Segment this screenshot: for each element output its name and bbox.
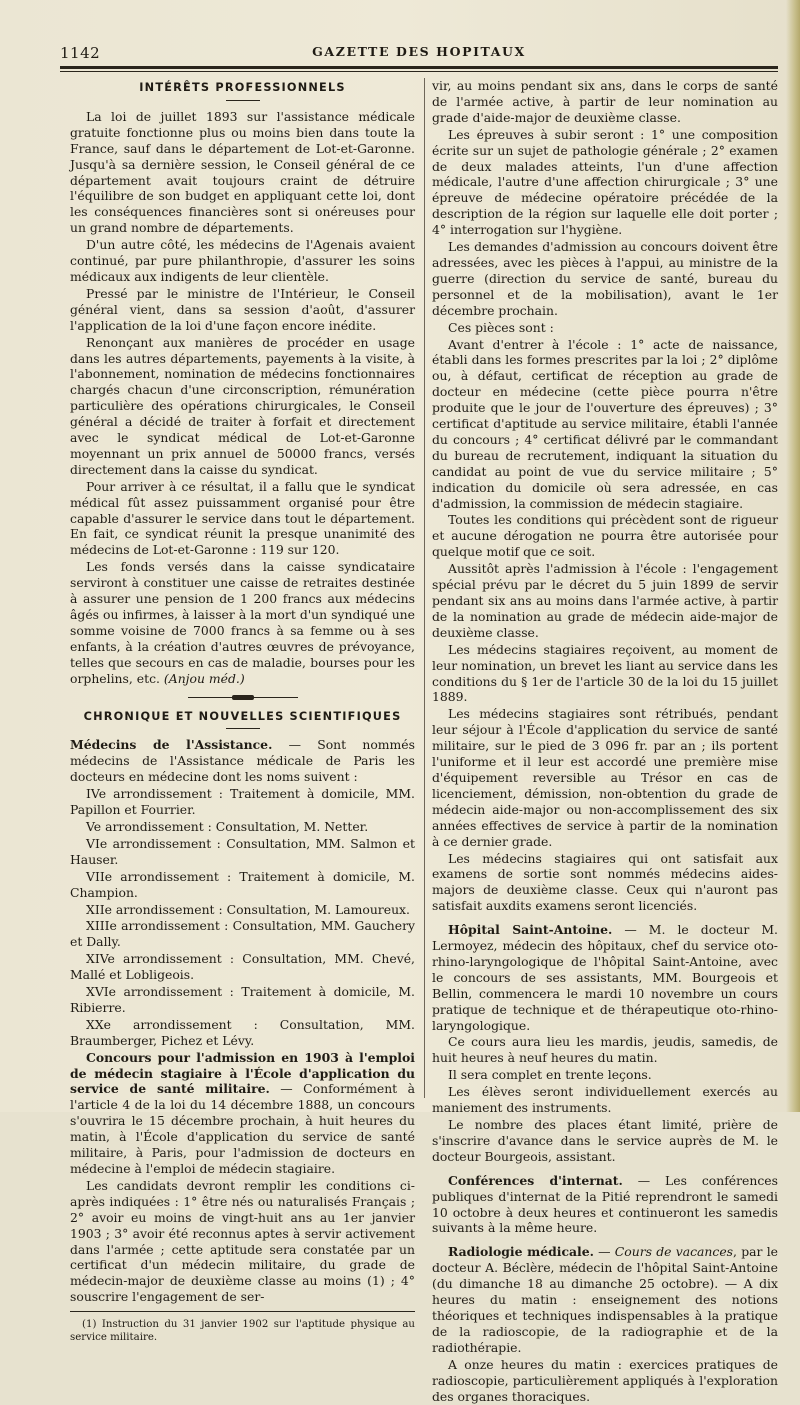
- rubric-heading: Hôpital Saint-Antoine.: [448, 922, 613, 938]
- paragraph: Les médecins stagiaires reçoivent, au moment de leur nomination, un brevet les liant au service dans les conditions du § 1er de l'article 30 de la loi du 15 juillet 1889.: [432, 641, 778, 705]
- paragraph: Avant d'entrer à l'école : 1° acte de naissance, établi dans les formes prescrites par la loi ; 2° diplôme ou, à défaut, certificat de réception au grade de docteur en médecine (cette pièce pourra n'être produite que le jour de l'ouverture des épreuves) ; 3° certificat d'aptitude au service militaire, établi l'année du concours ; 4° certificat délivré par le commandant du bureau de recrutement, indiquant la situation du candidat au point de vue du service militaire ; 5° indication du domicile où sera adressée, en cas d'admission, la commission de médecin stagiaire.: [432, 336, 778, 511]
- paragraph: Les demandes d'admission au concours doivent être adressées, avec les pièces à l'appui, au ministre de la guerre (direction du service de santé, bureau du personnel et de la mobilisation), avant le 1er décembre prochain.: [432, 239, 778, 318]
- rubric-heading: Concours pour l'admission en 1903 à l'emploi de médecin stagiaire à l'École d'application du service de santé militaire.: [70, 1049, 415, 1097]
- paragraph: Pressé par le ministre de l'Intérieur, le Conseil général vient, dans sa session d'août, d'assurer l'application de la loi d'une façon encore inédite.: [70, 285, 415, 333]
- spacer: [432, 1237, 778, 1244]
- footnote: (1) Instruction du 31 janvier 1902 sur l'aptitude physique au service militaire.: [70, 1319, 415, 1344]
- rubric-heading: Médecins de l'Assistance.: [70, 737, 273, 753]
- page-header: [60, 40, 778, 62]
- rubric-text: — M. le docteur M. Lermoyez, médecin des hôpitaux, chef du service oto-rhino-laryngologique de l'hôpital Saint-Antoine, avec le concours de ses assistants, MM. Bourgeois et Bellin, commencera le mardi 10 novembre un cours pratique de technique et de thérapeutique oto-rhino-laryngologique.: [432, 922, 778, 1033]
- course-title: Cours de vacances: [614, 1244, 734, 1260]
- footnote-rule: [70, 1311, 415, 1312]
- list-item: XIIIe arrondissement : Consultation, MM. Gauchery et Dally.: [70, 918, 415, 950]
- source-citation: (Anjou méd.): [163, 670, 245, 686]
- title-rule: [226, 100, 260, 101]
- rubric-text: — Les conférences publiques d'internat de la Pitié reprendront le samedi 10 octobre à deux heures et continueront les samedis suivants à la même heure.: [432, 1172, 778, 1236]
- journal-title: GAZETTE DES HOPITAUX: [312, 44, 526, 59]
- list-item: XXe arrondissement : Consultation, MM. Braumberger, Pichez et Lévy.: [70, 1016, 415, 1048]
- list-item: IVe arrondissement : Traitement à domicile, MM. Papillon et Fourrier.: [70, 786, 415, 818]
- column-divider: [424, 78, 425, 1098]
- section-title-interets: INTÉRÊTS PROFESSIONNELS: [139, 81, 346, 94]
- antoine-paragraph: [432, 922, 778, 1033]
- list-item: Ve arrondissement : Consultation, M. Netter.: [86, 818, 369, 834]
- list-item: VIe arrondissement : Consultation, MM. Salmon et Hauser.: [70, 835, 415, 867]
- paragraph: Ces pièces sont :: [448, 319, 554, 335]
- paragraph: Le nombre des places étant limité, prière de s'inscrire d'avance dans le service auprès de M. le docteur Bourgeois, assistant.: [432, 1117, 778, 1164]
- paragraph: Il sera complet en trente leçons.: [448, 1067, 652, 1083]
- header-rule-thin: [60, 71, 778, 72]
- internat-paragraph: [432, 1173, 778, 1237]
- right-column: [432, 78, 778, 1405]
- paragraph: Les candidats devront remplir les conditions ci-après indiquées : 1° être nés ou naturalisés Français ; 2° avoir eu moins de vingt-huit ans au 1er janvier 1903 ; 3° avoir été reconnus aptes à servir activement dans l'armée ; cette aptitude sera constatée par un certificat d'un médecin militaire, du grade de médecin-major de deuxième classe au moins (1) ; 4° souscrire l'engagement de ser-: [70, 1177, 415, 1305]
- list-item: VIIe arrondissement : Traitement à domicile, M. Champion.: [70, 868, 415, 900]
- spacer: [432, 1166, 778, 1173]
- paragraph: Renonçant aux manières de procéder en usage dans les autres départements, payements à la visite, à l'abonnement, nomination de médecins fonctionnaires chargés chacun d'une circonscription, rémunération particulière des opérations chirurgicales, le Conseil général a décidé de traiter à forfait et directement avec le syndicat médical de Lot-et-Garonne moyennant un prix annuel de 50000 francs, versés directement dans la caisse du syndicat.: [70, 334, 415, 477]
- paragraph: Ce cours aura lieu les mardis, jeudis, samedis, de huit heures à neuf heures du matin.: [432, 1034, 778, 1066]
- section-separator: [188, 695, 298, 701]
- paragraph-with-source: [70, 559, 415, 686]
- paragraph: La loi de juillet 1893 sur l'assistance médicale gratuite fonctionne plus ou moins bien dans toute la France, sauf dans le département de Lot-et-Garonne. Jusqu'à sa dernière session, le Conseil général de ce département avait toujours craint de détruire l'équilibre de son budget en appliquant cette loi, dont les conséquences financières sont si onéreuses pour un grand nombre de départements.: [70, 108, 415, 236]
- title-rule: [226, 728, 260, 729]
- paragraph: vir, au moins pendant six ans, dans le corps de santé de l'armée active, à partir de leur nomination au grade d'aide-major de deuxième classe.: [432, 78, 778, 125]
- list-item: XIIe arrondissement : Consultation, M. Lamoureux.: [86, 901, 410, 917]
- rubric-text: — Sont nommés médecins de l'Assistance médicale de Paris les docteurs en médecine dont les noms suivent :: [70, 737, 415, 785]
- paragraph-text: Les fonds versés dans la caisse syndicataire serviront à constituer une caisse de retraites destinée à assurer une pension de 1 200 francs aux médecins âgés ou infirmes, à laisser à la mort d'un syndiqué une somme voisine de 7000 francs à sa femme ou à ses enfants, à la création d'autres œuvres de prévoyance, telles que secours en cas de maladie, bourses pour les orphelins, etc.: [70, 559, 415, 686]
- list-item: XIVe arrondissement : Consultation, MM. Chevé, Mallé et Lobligeois.: [70, 951, 415, 983]
- paragraph: Aussitôt après l'admission à l'école : l'engagement spécial prévu par le décret du 5 juin 1899 de servir pendant six ans au moins dans l'armée active, à partir de la nomination au grade de médecin aide-major de deuxième classe.: [432, 561, 778, 640]
- paragraph: Pour arriver à ce résultat, il a fallu que le syndicat médical fût assez puissamment organisé pour être capable d'assurer le service dans tout le département. En fait, ce syndicat réunit la presque unanimité des médecins de Lot-et-Garonne : 119 sur 120.: [70, 478, 415, 558]
- rubric-heading: Conférences d'internat.: [448, 1172, 623, 1188]
- page-number: 1142: [60, 44, 101, 62]
- assistance-paragraph: [70, 737, 415, 785]
- list-item: XVIe arrondissement : Traitement à domicile, M. Ribierre.: [70, 984, 415, 1015]
- paragraph: Les médecins stagiaires sont rétribués, pendant leur séjour à l'École d'application du service de santé militaire, sur le pied de 3 096 fr. par an ; ils portent l'uniforme et il leur est accordé une première mise d'équipement reversible au Trésor en cas de licenciement, démission, non-obtention du grade de médecin aide-major ou non-accomplissement des six années effectives de service à partir de la nomination à ce dernier grade.: [432, 706, 778, 849]
- paragraph: Toutes les conditions qui précèdent sont de rigueur et aucune dérogation ne pourra être autorisée pour quelque motif que ce soit.: [432, 512, 778, 560]
- paragraph: Les épreuves à subir seront : 1° une composition écrite sur un sujet de pathologie générale ; 2° examen de deux malades atteints, l'un d'une affection médicale, l'autre d'une affection chirurgicale ; 3° une épreuve de médecine opératoire précédée de la description de la région sur laquelle elle doit porter ; 4° interrogation sur l'hygiène.: [432, 126, 778, 238]
- paragraph: D'un autre côté, les médecins de l'Agenais avaient continué, par pure philanthropie, d'assurer les soins médicaux aux indigents de leur clientèle.: [70, 237, 415, 284]
- spacer: [432, 915, 778, 922]
- page-edge-shadow: [786, 0, 800, 1112]
- paragraph: Les élèves seront individuellement exercés au maniement des instruments.: [432, 1084, 778, 1116]
- left-column: [70, 78, 415, 1345]
- concours-paragraph: [70, 1050, 415, 1177]
- rubric-text: , par le docteur A. Béclère, médecin de l'hôpital Saint-Antoine (du dimanche 18 au dimanche 25 octobre). — A dix heures du matin : enseignement des notions théoriques et techniques indispensables à la pratique de la radioscopie, de la radiographie et de la radiothérapie.: [432, 1244, 778, 1355]
- rubric-text: — Conformément à l'article 4 de la loi du 14 décembre 1888, un concours s'ouvrira le 15 décembre prochain, à huit heures du matin, à l'École d'application du service de santé militaire, à Paris, pour l'admission de docteurs en médecine à l'emploi de médecin stagiaire.: [70, 1081, 416, 1176]
- header-rule-thick: [60, 66, 778, 69]
- paragraph: Les médecins stagiaires qui ont satisfait aux examens de sortie sont nommés médecins aides-majors de deuxième classe. Ceux qui n'auront pas satisfait auxdits examens seront licenciés.: [432, 850, 778, 914]
- paragraph: A onze heures du matin : exercices pratiques de radioscopie, particulièrement appliqués à l'exploration des organes thoraciques.: [432, 1356, 778, 1404]
- radio-paragraph: Radiologie médicale. — Cours de vacances, par le docteur A. Béclère, médecin de l'hôpital Saint-Antoine (du dimanche 18 au dimanche 25 octobre). — A dix heures du matin : enseignement des notions théoriques et techniques indispensables à la pratique de la radioscopie, de la radiographie et de la radiothérapie.: [432, 1244, 778, 1355]
- section-title-chronique: CHRONIQUE ET NOUVELLES SCIENTIFIQUES: [83, 709, 402, 723]
- rubric-heading: Radiologie médicale.: [448, 1244, 594, 1260]
